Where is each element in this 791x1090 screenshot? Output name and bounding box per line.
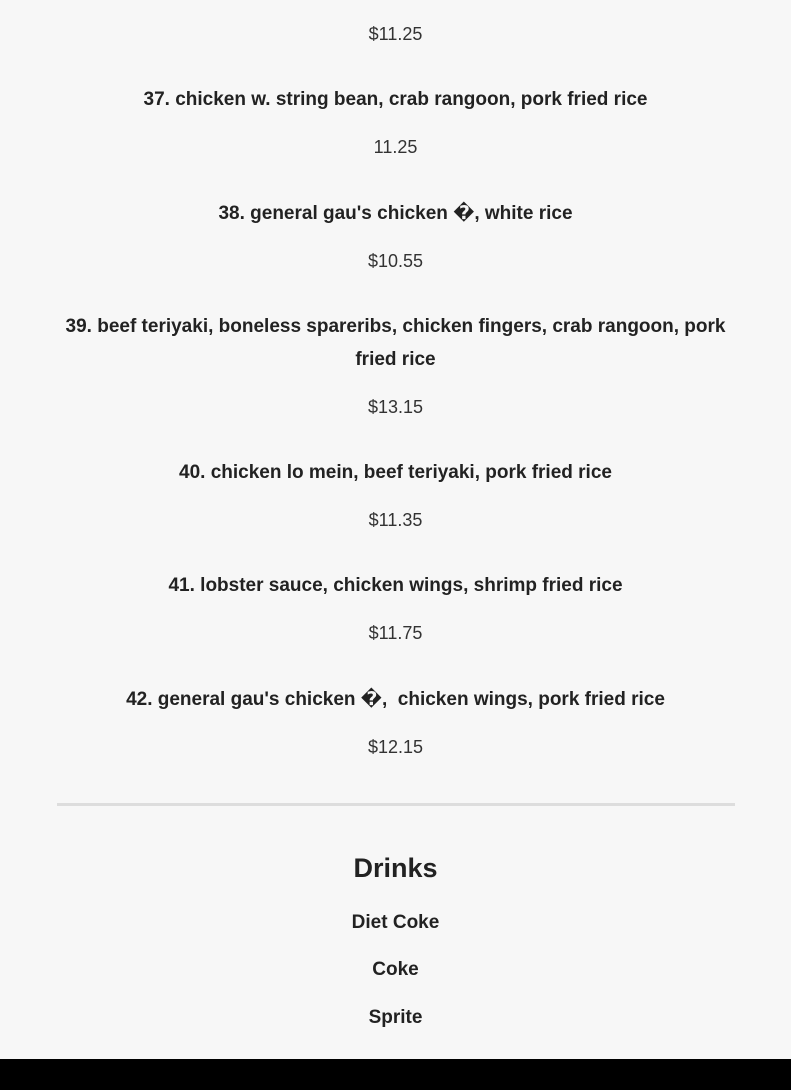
menu-item xyxy=(60,310,731,419)
item-name: 40. chicken lo mein, beef teriyaki, pork fried rice xyxy=(179,462,612,483)
item-price: $11.35 xyxy=(368,510,423,530)
item-price: $13.15 xyxy=(367,397,424,417)
drink-item: Sprite xyxy=(368,1007,423,1028)
drink-item: Diet Coke xyxy=(351,912,440,933)
item-name: 37. chicken w. string bean, crab rangoon, pork fried rice xyxy=(143,89,648,110)
item-name: 38. general gau's chicken �, white rice xyxy=(218,203,573,224)
item-name: 39. beef teriyaki, boneless spareribs, chicken fingers, crab rangoon, pork fried rice xyxy=(65,316,726,370)
menu-item xyxy=(55,83,736,159)
menu-item xyxy=(55,683,736,759)
menu-item xyxy=(55,569,736,645)
item-price: $11.75 xyxy=(368,623,423,643)
item-price: $12.15 xyxy=(367,737,424,757)
item-name: 42. general gau's chicken �, chicken wings, pork fried rice xyxy=(126,689,665,710)
drink-item: Coke xyxy=(372,959,419,980)
menu-item xyxy=(55,197,736,273)
footer-bar xyxy=(0,1059,791,1090)
item-price: $11.25 xyxy=(368,24,423,44)
item-price: $10.55 xyxy=(367,251,424,271)
item-name: 41. lobster sauce, chicken wings, shrimp fried rice xyxy=(168,575,623,596)
menu-item xyxy=(55,456,736,532)
section-divider xyxy=(57,803,735,806)
item-price: 11.25 xyxy=(373,137,418,157)
section-title-drinks: Drinks xyxy=(353,853,438,883)
